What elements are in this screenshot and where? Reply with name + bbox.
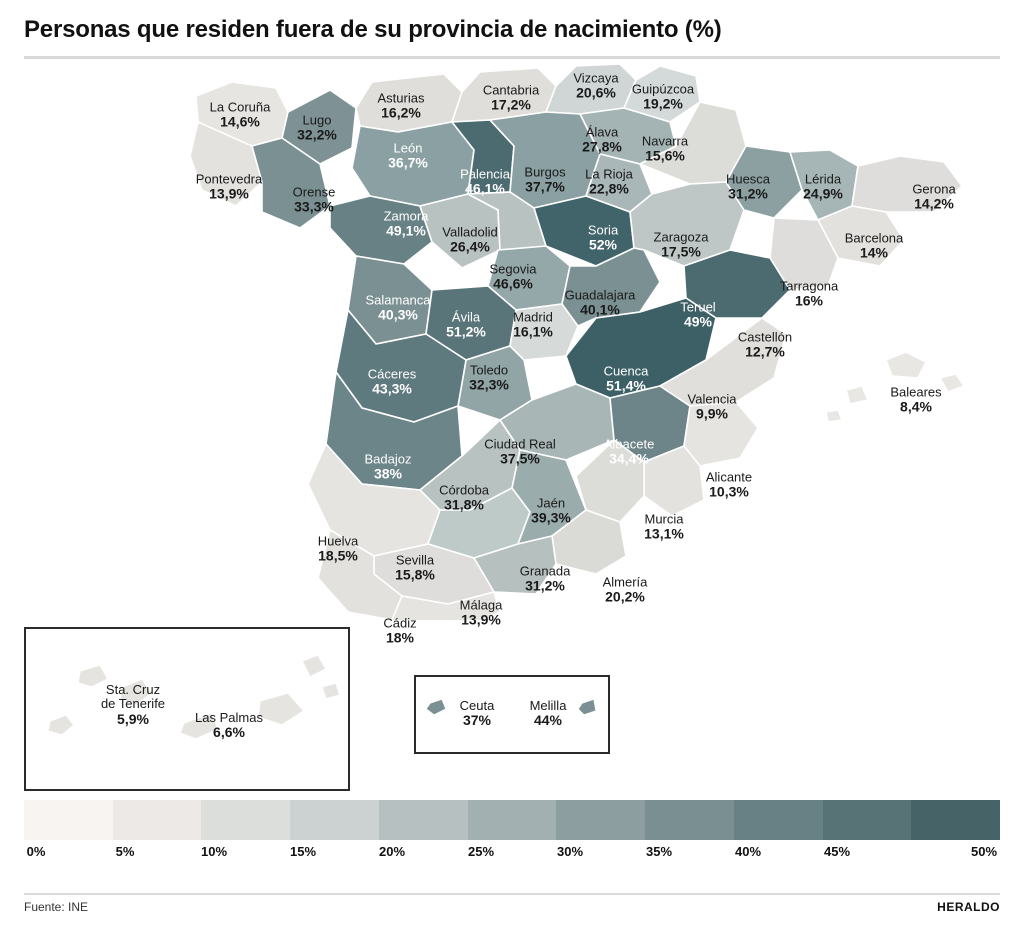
- legend-swatch-1: [113, 800, 202, 840]
- province-value: 18,5%: [318, 547, 358, 564]
- ceuta-melilla-shapes: [416, 677, 604, 748]
- island-name-line1: Sta. Cruz: [105, 682, 161, 698]
- canary-las-palmas[interactable]: [195, 711, 263, 741]
- legend-tick-0: 0%: [26, 844, 46, 859]
- province-name: Tarragona: [779, 278, 839, 294]
- province-value: 18%: [385, 629, 415, 646]
- province-name: Ciudad Real: [484, 436, 556, 452]
- province-name: Ávila: [451, 309, 481, 325]
- province-name: Burgos: [524, 164, 566, 180]
- province-value: 22,8%: [589, 180, 629, 197]
- province-value: 17,2%: [491, 96, 531, 113]
- province-name: Cuenca: [603, 363, 649, 379]
- province-name: Jaén: [536, 495, 566, 511]
- province-name: Teruel: [680, 299, 716, 315]
- legend-swatch-3: [290, 800, 379, 840]
- province-name: Lugo: [302, 112, 332, 128]
- province-value: 49%: [683, 313, 713, 330]
- province-value: 31,8%: [444, 496, 484, 513]
- province-name: Baleares: [890, 384, 942, 400]
- province-name: Castellón: [737, 329, 793, 345]
- legend-swatch-4: [379, 800, 468, 840]
- province-value: 31,2%: [728, 185, 768, 202]
- province-name: Segovia: [489, 261, 537, 277]
- province-name: Alicante: [705, 469, 753, 485]
- province-name: Cáceres: [367, 366, 417, 382]
- province-value: 16%: [794, 292, 824, 309]
- city-name: Ceuta: [459, 698, 495, 714]
- province-name: Orense: [292, 184, 336, 200]
- legend-swatch-8: [734, 800, 823, 840]
- title-divider: [24, 56, 1000, 59]
- legend-tick-4: 20%: [378, 844, 406, 859]
- city-ceuta[interactable]: [460, 699, 495, 729]
- province-value: 38%: [373, 465, 403, 482]
- province-name: Madrid: [513, 309, 553, 325]
- legend-tick-10: 50%: [970, 844, 998, 859]
- province-value: 46,6%: [493, 275, 533, 292]
- province-value: 14,2%: [914, 195, 954, 212]
- province-value: 14,6%: [220, 113, 260, 130]
- province-name: Álava: [585, 124, 619, 140]
- province-name: Guadalajara: [564, 287, 636, 303]
- province-name: Gerona: [912, 181, 956, 197]
- province-value: 36,7%: [388, 154, 428, 171]
- province-value: 46,1%: [465, 180, 505, 197]
- province-value: 32,3%: [469, 376, 509, 393]
- province-name: Sevilla: [395, 552, 435, 568]
- legend-tick-6: 30%: [556, 844, 584, 859]
- province-name: Valencia: [687, 391, 737, 407]
- province-name: Barcelona: [844, 230, 904, 246]
- province-value: 40,3%: [378, 306, 418, 323]
- province-value: 20,2%: [605, 588, 645, 605]
- province-name: Cádiz: [383, 615, 417, 631]
- province-value: 17,5%: [661, 243, 701, 260]
- canary-islands-shapes: [26, 629, 344, 785]
- province-name: Huesca: [725, 171, 771, 187]
- province-name: Murcia: [644, 511, 684, 527]
- province-value: 52%: [588, 236, 618, 253]
- legend-swatch-9: [823, 800, 912, 840]
- spain-choropleth-map: [0, 60, 1024, 646]
- province-value: 13,9%: [461, 611, 501, 628]
- province-value: 16,1%: [513, 323, 553, 340]
- province-value: 10,3%: [709, 483, 749, 500]
- province-value: 32,2%: [297, 126, 337, 143]
- province-name: Badajoz: [364, 451, 412, 467]
- province-value: 13,9%: [209, 185, 249, 202]
- city-value: 44%: [533, 712, 563, 729]
- legend-tick-7: 35%: [645, 844, 673, 859]
- province-name: Valladolid: [442, 224, 498, 240]
- province-name: Albacete: [603, 436, 655, 452]
- province-name: Toledo: [469, 362, 509, 378]
- legend-swatch-5: [468, 800, 557, 840]
- province-cadiz[interactable]: [383, 616, 416, 645]
- province-value: 15,8%: [395, 566, 435, 583]
- island-value: 6,6%: [213, 724, 245, 741]
- province-name: Huelva: [317, 533, 359, 549]
- province-value: 33,3%: [294, 198, 334, 215]
- province-value: 40,1%: [580, 301, 620, 318]
- legend-swatch-2: [201, 800, 290, 840]
- legend-tick-9: 45%: [823, 844, 851, 859]
- province-name: Salamanca: [365, 292, 431, 308]
- province-name: Vizcaya: [573, 70, 619, 86]
- province-value: 39,3%: [531, 509, 571, 526]
- province-name: Palencia: [460, 166, 510, 182]
- island-name-line2: de Tenerife: [100, 696, 166, 712]
- province-value: 19,2%: [643, 95, 683, 112]
- province-value: 24,9%: [803, 185, 843, 202]
- canary-islands-inset: [24, 627, 350, 791]
- province-name: Asturias: [377, 90, 425, 106]
- legend-gradient-bar: [24, 800, 1000, 840]
- province-name: Soria: [587, 222, 619, 238]
- province-value: 26,4%: [450, 238, 490, 255]
- province-name: Lérida: [804, 171, 842, 187]
- province-value: 20,6%: [576, 84, 616, 101]
- legend-swatch-6: [556, 800, 645, 840]
- page-title: Personas que residen fuera de su provincia de nacimiento (%): [24, 16, 722, 43]
- map-shapes: [0, 60, 1024, 620]
- province-name: León: [393, 140, 423, 156]
- province-value: 37,5%: [500, 450, 540, 467]
- legend-tick-3: 15%: [289, 844, 317, 859]
- legend-swatch-7: [645, 800, 734, 840]
- province-name: Zamora: [383, 208, 429, 224]
- province-value: 51,2%: [446, 323, 486, 340]
- province-name: La Rioja: [585, 166, 633, 182]
- province-name: Córdoba: [439, 482, 489, 498]
- brand-label: HERALDO: [937, 900, 1000, 914]
- footer-divider: [24, 893, 1000, 895]
- province-name: Cantabria: [482, 82, 540, 98]
- legend-swatch-0: [24, 800, 113, 840]
- province-name: Granada: [519, 563, 571, 579]
- province-name: Zaragoza: [653, 229, 709, 245]
- province-value: 37,7%: [525, 178, 565, 195]
- province-value: 31,2%: [525, 577, 565, 594]
- legend-tick-8: 40%: [734, 844, 762, 859]
- province-name: Málaga: [459, 597, 503, 613]
- province-value: 51,4%: [606, 377, 646, 394]
- province-value: 16,2%: [381, 104, 421, 121]
- legend-swatch-10: [911, 800, 1000, 840]
- province-name: Guipúzcoa: [631, 81, 695, 97]
- province-name: Pontevedra: [195, 171, 263, 187]
- city-melilla[interactable]: [530, 699, 567, 729]
- province-name: Almería: [602, 574, 648, 590]
- province-value: 43,3%: [372, 380, 412, 397]
- legend-tick-1: 5%: [115, 844, 135, 859]
- legend-tick-labels: [24, 844, 1000, 864]
- ceuta-melilla-inset: [414, 675, 610, 754]
- province-value: 9,9%: [696, 405, 728, 422]
- province-value: 14%: [859, 244, 889, 261]
- city-name: Melilla: [529, 698, 567, 714]
- province-value: 8,4%: [900, 398, 932, 415]
- color-scale-legend: [24, 800, 1000, 859]
- province-value: 49,1%: [386, 222, 426, 239]
- province-value: 12,7%: [745, 343, 785, 360]
- province-name: Navarra: [641, 133, 689, 149]
- legend-tick-2: 10%: [200, 844, 228, 859]
- province-value: 15,6%: [645, 147, 685, 164]
- island-value: 5,9%: [117, 710, 149, 727]
- city-value: 37%: [462, 712, 492, 729]
- source-note: Fuente: INE: [24, 900, 89, 914]
- province-value: 27,8%: [582, 138, 622, 155]
- province-value: 34,4%: [609, 450, 649, 467]
- province-value: 13,1%: [644, 525, 684, 542]
- legend-tick-5: 25%: [467, 844, 495, 859]
- province-name: La Coruña: [209, 99, 271, 115]
- island-name-line1: Las Palmas: [195, 710, 263, 726]
- canary-sta-cruz-tenerife[interactable]: [101, 683, 165, 727]
